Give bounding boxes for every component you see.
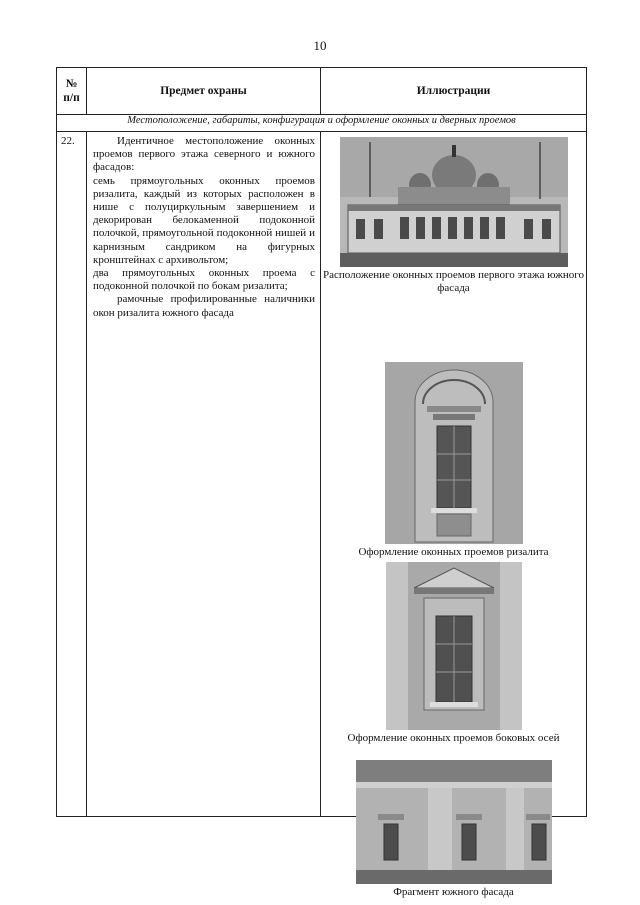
- figure-2: [321, 362, 586, 559]
- row-number: 22.: [57, 132, 87, 817]
- figure-caption: Оформление оконных проемов боковых осей: [347, 732, 560, 744]
- protection-table: [56, 67, 587, 898]
- facade-fragment-photo-icon: [356, 760, 552, 884]
- figure-caption: Фрагмент южного фасада: [393, 886, 514, 898]
- building-photo-icon: [340, 137, 568, 267]
- header-number-line1: №: [65, 78, 78, 90]
- page-number: 10: [313, 38, 327, 53]
- subject-paragraph: Идентичное местоположение оконных проемов первого этажа северного и южного фасадов:: [93, 135, 315, 174]
- row-subject: [87, 132, 321, 817]
- figure-4: [321, 760, 586, 899]
- pediment-window-photo-icon: [386, 562, 522, 730]
- row-illustrations: [321, 132, 587, 898]
- section-title: Местоположение, габариты, конфигурация и оформление оконных и дверных проемов: [57, 115, 587, 132]
- section-row: [57, 115, 587, 132]
- table-header-row: [57, 68, 587, 115]
- subject-paragraph: рамочные профилированные наличники окон ризалита южного фасада: [93, 293, 315, 319]
- header-illustrations: Иллюстрации: [321, 68, 587, 115]
- subject-paragraph: два прямоугольных оконных проема с подоконной полочкой по бокам ризалита;: [93, 267, 315, 293]
- figure-3: [321, 562, 586, 745]
- figure-caption: Оформление оконных проемов ризалита: [358, 546, 549, 558]
- arched-window-photo-icon: [385, 362, 523, 544]
- header-subject: Предмет охраны: [87, 68, 321, 115]
- header-number-line2: п/п: [63, 92, 80, 104]
- subject-paragraph: семь прямоугольных оконных проемов ризалита, каждый из которых расположен в нише с полуциркульным завершением и декорирован белокаменной подоконной полочкой, прямоугольной подоконной нишей и карнизным сандриком на фигурных кронштейнах с архивольтом;: [93, 174, 315, 266]
- figure-1: [321, 137, 586, 294]
- header-number: [57, 68, 87, 115]
- figure-caption: Расположение оконных проемов первого этажа южного фасада: [323, 269, 584, 294]
- table-row: [57, 132, 587, 817]
